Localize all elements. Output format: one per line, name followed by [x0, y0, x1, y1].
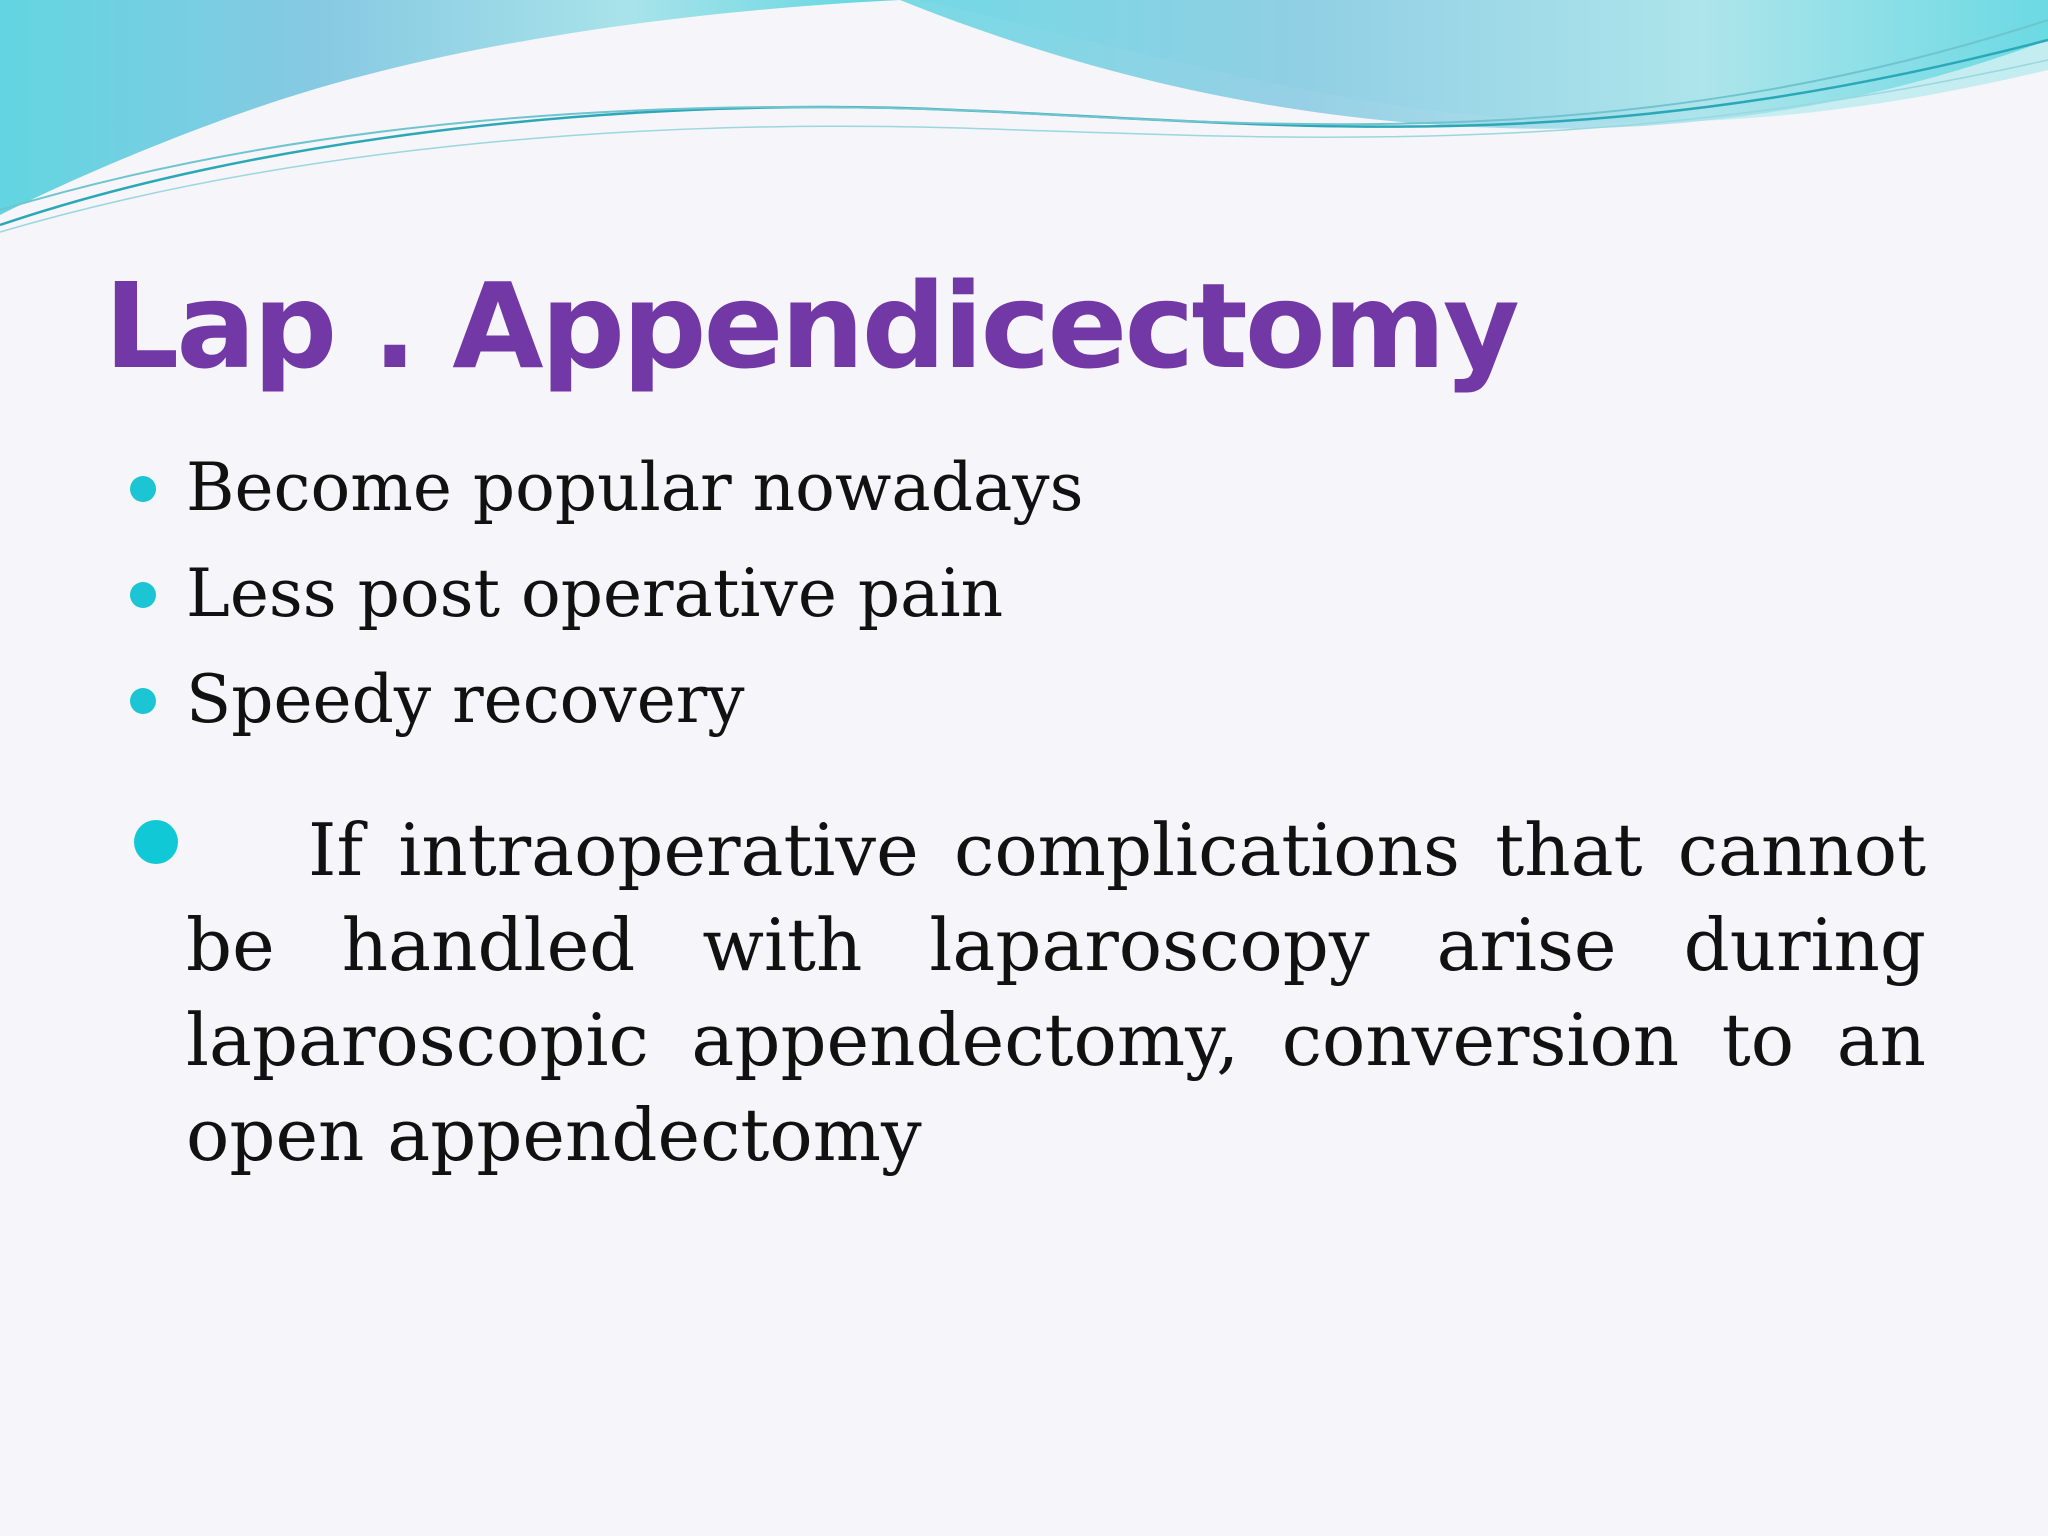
bullet-dot-icon	[130, 582, 156, 608]
slide-title: Lap . Appendicectomy	[104, 257, 1517, 395]
bullet-text: Become popular nowadays	[186, 449, 1084, 526]
decorative-wave-header	[0, 0, 2048, 240]
large-bullet-dot-icon	[134, 820, 178, 864]
bullet-dot-icon	[130, 688, 156, 714]
paragraph-text: If intraoperative complications that cannot be handled with laparoscopy arise during laparoscopic appendectomy, conversion to an open appendectomy	[186, 808, 1926, 1177]
list-item	[130, 657, 1930, 763]
list-item	[130, 445, 1930, 551]
bullet-dot-icon	[130, 476, 156, 502]
list-item	[130, 551, 1930, 657]
bullet-text: Speedy recovery	[186, 661, 745, 738]
bullet-text: Less post operative pain	[186, 555, 1004, 632]
bullet-list	[130, 445, 1930, 763]
